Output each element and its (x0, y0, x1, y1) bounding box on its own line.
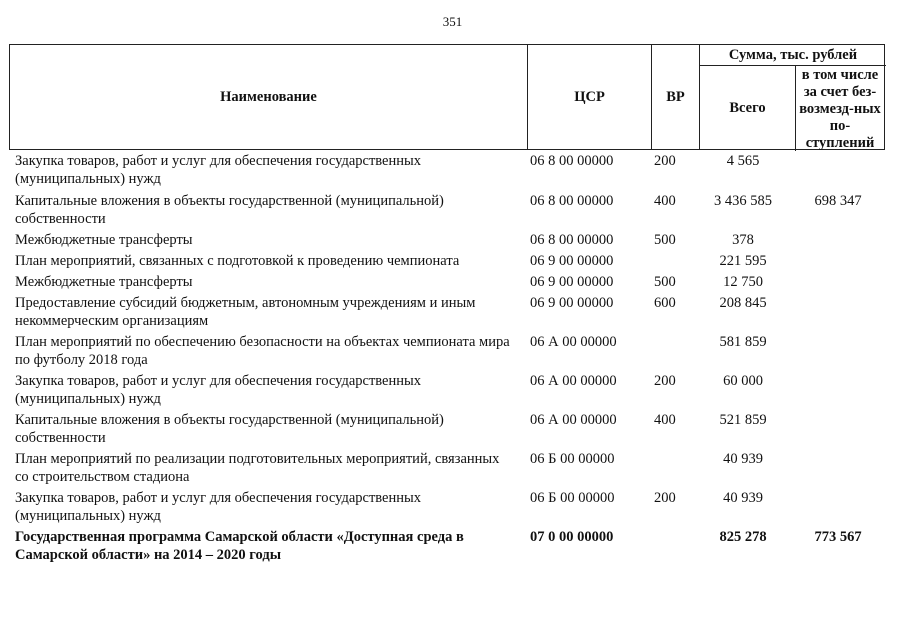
table-row (0, 192, 905, 231)
table-row (0, 450, 905, 489)
page-number: 351 (442, 14, 463, 29)
row-name: План мероприятий, связанных с подготовкой к проведению чемпионата (15, 253, 460, 269)
row-vr: 500 (654, 232, 676, 248)
table-row (0, 489, 905, 528)
row-name: Закупка товаров, работ и услуг для обеспечения государственных (муниципальных) нужд (15, 490, 422, 524)
row-total: 60 000 (723, 373, 763, 389)
table-row (0, 273, 905, 294)
row-csr: 06 9 00 00000 (530, 295, 614, 311)
row-csr: 06 Б 00 00000 (530, 490, 615, 506)
row-csr: 07 0 00 00000 (530, 529, 614, 545)
row-name: Межбюджетные трансферты (15, 232, 193, 248)
header-csr: ЦСР (528, 45, 652, 149)
table-row (0, 411, 905, 450)
row-name: План мероприятий по реализации подготовительных мероприятий, связанных со строительством стадиона (15, 451, 500, 485)
table-row (0, 231, 905, 252)
table-row (0, 528, 905, 568)
header-sum: Сумма, тыс. рублей (700, 45, 886, 66)
row-csr: 06 9 00 00000 (530, 253, 614, 269)
row-total: 40 939 (723, 451, 763, 467)
row-name: Закупка товаров, работ и услуг для обеспечения государственных (муниципальных) нужд (15, 153, 422, 187)
header-total: Всего (700, 66, 796, 151)
row-csr: 06 А 00 00000 (530, 334, 617, 350)
row-vr: 200 (654, 153, 676, 169)
row-csr: 06 8 00 00000 (530, 153, 614, 169)
row-total: 521 859 (719, 412, 767, 428)
row-total: 825 278 (719, 529, 767, 545)
row-name: Государственная программа Самарской области «Доступная среда в Самарской области» на 2014 – 2020 годы (15, 529, 464, 563)
header-bezvozm: в том числе за счет без-возмезд-ных по-ступлений (799, 66, 881, 151)
row-total: 3 436 585 (714, 193, 772, 209)
row-vr: 400 (654, 412, 676, 428)
row-csr: 06 Б 00 00000 (530, 451, 615, 467)
row-name: План мероприятий по обеспечению безопасности на объектах чемпионата мира по футболу 2018 года (15, 334, 510, 368)
row-name: Капитальные вложения в объекты государственной (муниципальной) собственности (15, 412, 444, 446)
row-csr: 06 А 00 00000 (530, 412, 617, 428)
row-bez: 698 347 (814, 193, 862, 209)
row-vr: 600 (654, 295, 676, 311)
row-vr: 400 (654, 193, 676, 209)
table-row (0, 152, 905, 192)
row-csr: 06 8 00 00000 (530, 232, 614, 248)
table-header (9, 44, 885, 150)
header-name: Наименование (10, 45, 528, 149)
table-body (0, 152, 905, 568)
row-total: 40 939 (723, 490, 763, 506)
row-name: Предоставление субсидий бюджетным, автономным учреждениям и иным некоммерческим организациям (15, 295, 476, 329)
row-total: 221 595 (719, 253, 767, 269)
row-name: Межбюджетные трансферты (15, 274, 193, 290)
header-vr: ВР (652, 45, 700, 149)
row-vr: 500 (654, 274, 676, 290)
row-total: 378 (732, 232, 754, 248)
row-total: 12 750 (723, 274, 763, 290)
row-total: 581 859 (719, 334, 767, 350)
row-csr: 06 А 00 00000 (530, 373, 617, 389)
row-total: 4 565 (726, 153, 760, 169)
table-row (0, 333, 905, 372)
table-row (0, 372, 905, 411)
row-bez: 773 567 (814, 529, 862, 545)
table-row (0, 294, 905, 333)
row-vr: 200 (654, 490, 676, 506)
row-csr: 06 8 00 00000 (530, 193, 614, 209)
row-csr: 06 9 00 00000 (530, 274, 614, 290)
row-total: 208 845 (719, 295, 767, 311)
row-name: Закупка товаров, работ и услуг для обеспечения государственных (муниципальных) нужд (15, 373, 422, 407)
row-name: Капитальные вложения в объекты государственной (муниципальной) собственности (15, 193, 444, 227)
row-vr: 200 (654, 373, 676, 389)
table-row (0, 252, 905, 273)
